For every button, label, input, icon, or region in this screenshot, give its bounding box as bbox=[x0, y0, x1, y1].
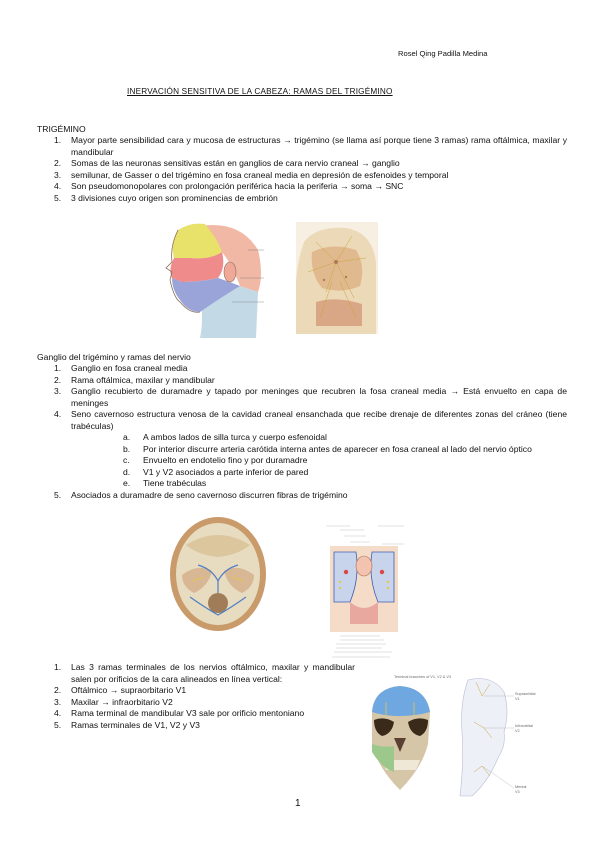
trigemino-list bbox=[37, 135, 567, 204]
list-item: 2. Rama oftálmica, maxilar y mandibular bbox=[54, 374, 215, 385]
cavernoso-sublist bbox=[71, 432, 567, 490]
face-nerve-dissection-figure bbox=[296, 222, 378, 334]
author-name: Rosel Qing Padilla Medina bbox=[398, 49, 488, 58]
list-item: 4. Rama terminal de mandibular V3 sale por orificio mentoniano bbox=[54, 708, 305, 718]
list-item: 3. Maxilar → infraorbitario V2 bbox=[54, 696, 173, 707]
list-item: 3. semilunar, de Gasser o del trigémino en fosa craneal media en depresión de esfenoides y temporal bbox=[54, 169, 449, 180]
label-supraorbital: Supraorbital bbox=[515, 692, 536, 696]
terminal-branches-figure bbox=[364, 672, 544, 802]
label-infraorbital-code: V2 bbox=[515, 729, 520, 733]
sub-list-item: d. V1 y V2 asociados a parte inferior de pared bbox=[123, 466, 309, 477]
label-mental: Mental bbox=[515, 785, 527, 789]
label-mental-code: V3 bbox=[515, 790, 520, 794]
list-item: 3. Ganglio recubierto de duramadre y tapado por meninges que recubren la fosa craneal media → Está envuelto en capa de meninges bbox=[54, 386, 567, 408]
label-infraorbital: Infraorbital bbox=[515, 724, 533, 728]
list-item: 1. Las 3 ramas terminales de los nervios oftálmico, maxilar y mandibular salen por orificios de la cara alineados en línea vertical: bbox=[54, 662, 355, 684]
section-heading-ganglio: Ganglio del trigémino y ramas del nervio bbox=[37, 352, 191, 362]
cranial-base-figure bbox=[168, 515, 268, 633]
sub-list-item: b. Por interior discurre arteria carótida interna antes de aparecer en fosa craneal al lado del nervio óptico bbox=[123, 443, 532, 454]
terminal-branches-caption: Terminal branches of V1, V2 & V3 bbox=[394, 675, 451, 679]
list-item: 1. Mayor parte sensibilidad cara y mucosa de estructuras → trigémino (se llama así porque tiene 3 ramas) rama oftálmica, maxilar y mandibular bbox=[54, 135, 567, 157]
sub-list-item: c. Envuelto en endotelio fino y por duramadre bbox=[123, 455, 308, 465]
face-dermatome-figure bbox=[160, 220, 270, 338]
terminales-list bbox=[37, 662, 355, 731]
list-item: 4. Seno cavernoso estructura venosa de la cavidad craneal ensanchada que recibe drenaje de diferentes zonas del cráneo (tiene trabéculas) a. A ambos lados de silla turca y cuerpo esfenoidal b. Por interior discurre arteria carótida interna antes de aparecer en fosa craneal al lado del nervio óptico c. Envuelto en endotelio fino y por duramadre d. V1 y V2 asociados a parte inferior de pared e. Tiene trabéculas bbox=[54, 409, 567, 488]
list-item: 5. 3 divisiones cuyo origen son prominencias de embrión bbox=[54, 192, 278, 203]
list-item: 2. Oftálmico → supraorbitario V1 bbox=[54, 685, 187, 695]
ganglio-list bbox=[37, 363, 567, 501]
sub-list-item: e. Tiene trabéculas bbox=[123, 478, 207, 488]
cavernous-sinus-figure bbox=[320, 522, 408, 662]
list-item: 1. Ganglio en fosa craneal media bbox=[54, 363, 188, 373]
list-item: 4. Son pseudomonopolares con prolongación periférica hacia la periferia → soma → SNC bbox=[54, 181, 404, 191]
section-heading-trigemino: TRIGÉMINO bbox=[37, 124, 86, 134]
page-number: 1 bbox=[295, 798, 301, 809]
label-supraorbital-code: V1 bbox=[515, 697, 520, 701]
list-item: 5. Asociados a duramadre de seno cavernoso discurren fibras de trigémino bbox=[54, 489, 348, 500]
list-item: 2. Somas de las neuronas sensitivas están en ganglios de cara nervio craneal → ganglio bbox=[54, 158, 400, 168]
list-item: 5. Ramas terminales de V1, V2 y V3 bbox=[54, 719, 200, 730]
document-title: INERVACIÓN SENSITIVA DE LA CABEZA: RAMAS DEL TRIGÉMINO bbox=[127, 87, 393, 96]
sub-list-item: a. A ambos lados de silla turca y cuerpo esfenoidal bbox=[123, 432, 327, 442]
